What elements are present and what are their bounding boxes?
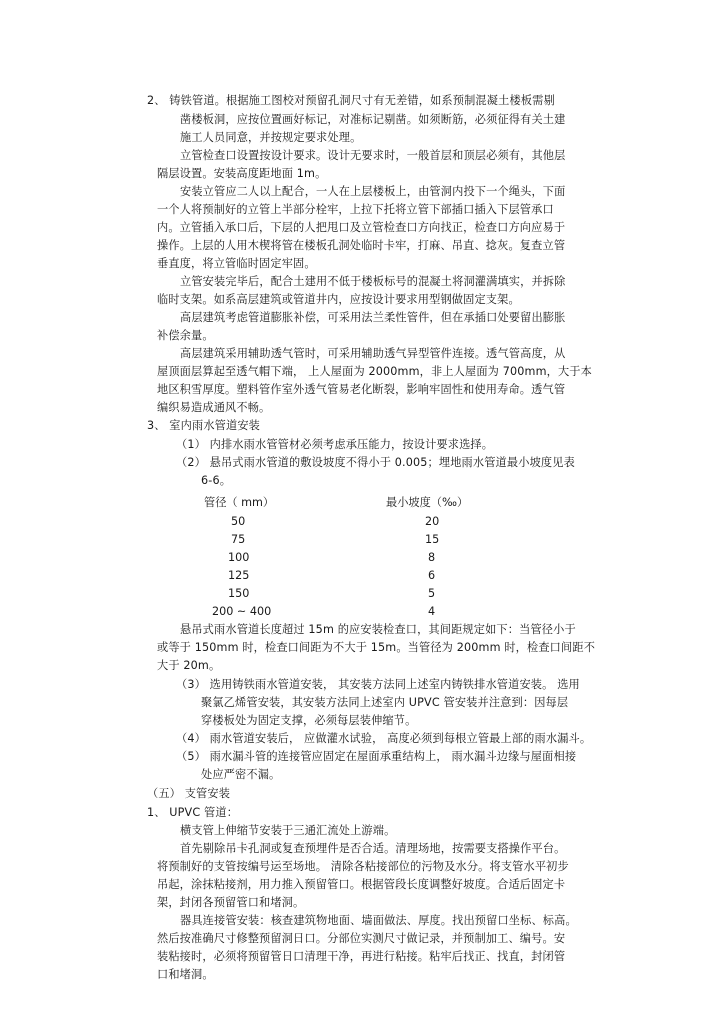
table-cell-diameter: 150 bbox=[228, 587, 250, 600]
table-cell-slope: 8 bbox=[428, 551, 436, 564]
text-line: 首先剔除吊卡孔洞或复查预埋件是否合适。清理场地，按需要支搭操作平台。 bbox=[180, 842, 566, 855]
text-line: 立管安装完毕后，配合土建用不低于楼板标号的混凝土将洞灌满填实，并拆除 bbox=[180, 275, 566, 288]
text-line: 高层建筑考虑管道膨胀补偿，可采用法兰柔性管件，但在承插口处要留出膨胀 bbox=[180, 311, 566, 324]
text-line: 处应严密不漏。 bbox=[201, 768, 281, 781]
text-line: 操作。上层的人用木楔将管在楼板孔洞处临时卡牢，打麻、吊直、捻灰。复查立管 bbox=[157, 239, 566, 252]
text-line: 装粘接时，必须将预留管日口清理干净，再进行粘接。粘牢后找正、找直，封闭管 bbox=[157, 950, 566, 963]
text-line: 2、 铸铁管道。根据施工图校对预留孔洞尺寸有无差错，如系预制混凝土楼板需剔 bbox=[147, 94, 555, 107]
section-heading: 3、 室内雨水管道安装 bbox=[147, 419, 261, 432]
text-line: 6-6。 bbox=[201, 474, 232, 487]
text-line: 架，封闭各预留管口和堵洞。 bbox=[157, 896, 305, 909]
text-line: 安装立管应二人以上配合，一人在上层楼板上，由管洞内投下一个绳头，下面 bbox=[180, 185, 566, 198]
text-line: 隔层设置。安装高度距地面 1m。 bbox=[157, 167, 327, 180]
table-cell-diameter: 75 bbox=[231, 533, 246, 546]
text-line: 横支管上伸缩节安装于三通汇流处上游端。 bbox=[180, 824, 396, 837]
table-cell-slope: 15 bbox=[425, 533, 440, 546]
table-cell-diameter: 200 ~ 400 bbox=[212, 605, 272, 618]
text-line: 悬吊式雨水管道长度超过 15m 的应安装检查口，其间距规定如下：当管径小于 bbox=[180, 623, 576, 636]
text-line: 屋顶面层算起至透气帽下端， 上人屋面为 2000mm，非上人屋面为 700mm，大于本 bbox=[157, 365, 592, 378]
text-line: 然后按准确尺寸修整预留洞日口。分部位实测尺寸做记录，并预制加工、编号。安 bbox=[157, 932, 566, 945]
text-line: 临时支架。如系高层建筑或管道井内，应按设计要求用型钢做固定支架。 bbox=[157, 293, 520, 306]
table-header-diameter: 管径（ mm） bbox=[204, 496, 275, 509]
text-line: 大于 20m。 bbox=[157, 659, 221, 672]
text-line: （1） 内排水雨水管管材必须考虑承压能力，按设计要求选择。 bbox=[176, 438, 494, 451]
table-cell-slope: 4 bbox=[428, 605, 436, 618]
text-line: （2） 悬吊式雨水管道的敷设坡度不得小于 0.005；埋地雨水管道最小坡度见表 bbox=[176, 456, 575, 469]
text-line: 地区积雪厚度。塑料管作室外透气管易老化断裂，影响牢固性和使用寿命。透气管 bbox=[157, 383, 566, 396]
section-heading: （五） 支管安装 bbox=[147, 787, 231, 800]
text-line: 吊起，涂抹粘接剂，用力推入预留管口。根据管段长度调整好坡度。合适后固定卡 bbox=[157, 878, 566, 891]
text-line: 补偿余量。 bbox=[157, 329, 214, 342]
text-line: 立管检查口设置按设计要求。设计无要求时，一般首层和顶层必须有，其他层 bbox=[180, 149, 566, 162]
text-line: 垂直度，将立管临时固定牢固。 bbox=[157, 257, 316, 270]
text-line: （5） 雨水漏斗管的连接管应固定在屋面承重结构上， 雨水漏斗边缘与屋面相接 bbox=[176, 750, 577, 763]
text-line: 聚氯乙烯管安装，其安装方法同上述室内 UPVC 管安装并注意到：因每层 bbox=[201, 696, 569, 709]
table-cell-slope: 5 bbox=[428, 587, 436, 600]
text-line: 或等于 150mm 时，检查口间距为不大于 15m。当管径为 200mm 时，检查口间距不 bbox=[157, 641, 596, 654]
table-cell-slope: 20 bbox=[425, 515, 440, 528]
table-cell-diameter: 50 bbox=[231, 515, 246, 528]
text-line: 口和堵洞。 bbox=[157, 968, 214, 981]
table-cell-slope: 6 bbox=[428, 569, 436, 582]
text-line: 内。立管插入承口后，下层的人把甩口及立管检查口方向找正，检查口方向应易于 bbox=[157, 221, 566, 234]
table-cell-diameter: 125 bbox=[228, 569, 250, 582]
text-line: 将预制好的支管按编号运至场地。 清除各粘接部位的污物及水分。将支管水平初步 bbox=[157, 860, 569, 873]
table-header-slope: 最小坡度（‰） bbox=[386, 496, 469, 509]
text-line: 凿楼板洞，应按位置画好标记，对准标记剔凿。如须断筋，必须征得有关土建 bbox=[180, 113, 566, 126]
text-line: （3） 选用铸铁雨水管道安装， 其安装方法同上述室内铸铁排水管道安装。 选用 bbox=[176, 678, 580, 691]
text-line: 高层建筑采用辅助透气管时，可采用辅助透气异型管件连接。透气管高度，从 bbox=[180, 347, 566, 360]
table-cell-diameter: 100 bbox=[228, 551, 250, 564]
section-heading: 1、 UPVC 管道： bbox=[147, 806, 239, 819]
text-line: 穿楼板处为固定支撑，必须每层装伸缩节。 bbox=[201, 714, 417, 727]
text-line: 施工人员同意，并按规定要求处理。 bbox=[180, 131, 362, 144]
text-line: 一个人将预制好的立管上半部分栓牢，上拉下托将立管下部插口插入下层管承口 bbox=[157, 203, 554, 216]
text-line: 编织易造成通风不畅。 bbox=[157, 401, 271, 414]
text-line: 器具连接管安装：核查建筑物地面、墙面做法、厚度。找出预留口坐标、标高。 bbox=[180, 914, 577, 927]
text-line: （4） 雨水管道安装后， 应做灌水试验， 高度必须到每根立管最上部的雨水漏斗。 bbox=[176, 732, 592, 745]
